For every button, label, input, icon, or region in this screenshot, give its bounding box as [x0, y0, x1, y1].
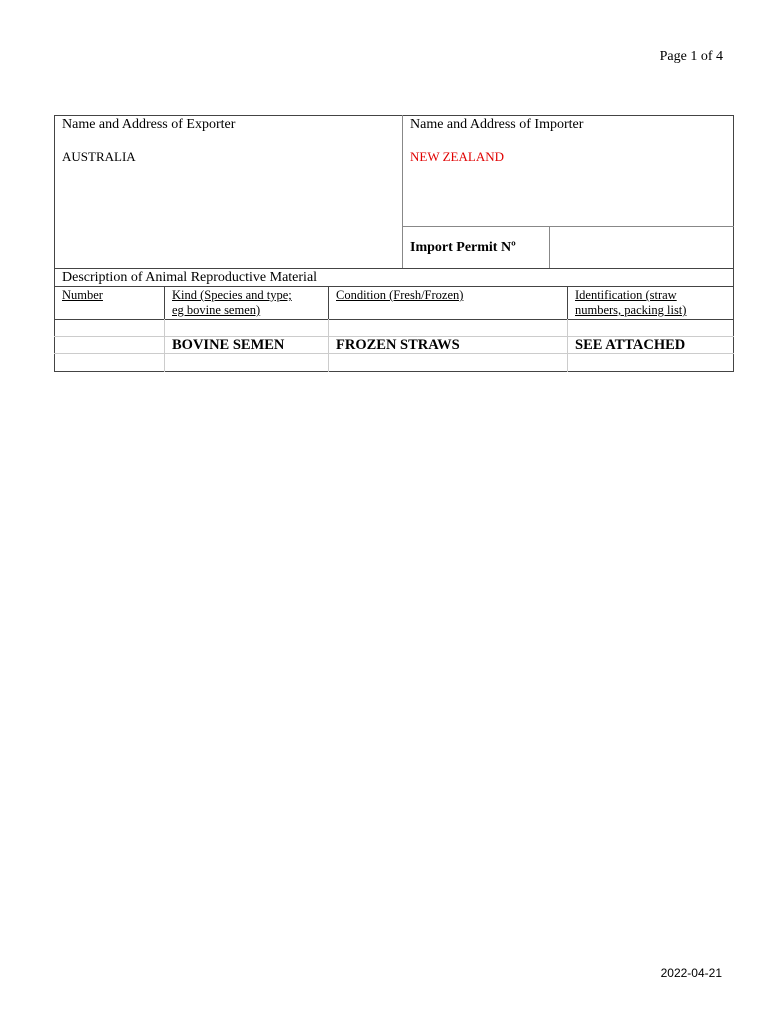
page-number: Page 1 of 4	[659, 49, 723, 64]
footer-date: 2022-04-21	[660, 966, 722, 980]
divider-col-1-rows	[164, 319, 165, 372]
column-header-kind: Kind (Species and type; eg bovine semen)	[172, 288, 292, 317]
importer-label: Name and Address of Importer	[410, 117, 584, 132]
divider-columns-bottom	[54, 319, 734, 320]
divider-permit-top	[402, 226, 734, 227]
row-condition: FROZEN STRAWS	[336, 337, 460, 353]
row-identification: SEE ATTACHED	[575, 337, 686, 353]
importer-value: NEW ZEALAND	[410, 149, 504, 164]
exporter-value: AUSTRALIA	[62, 149, 136, 164]
row-kind: BOVINE SEMEN	[172, 337, 285, 353]
divider-col-3	[567, 286, 568, 319]
column-header-condition: Condition (Fresh/Frozen)	[336, 288, 464, 302]
divider-columns-top	[54, 286, 734, 287]
divider-permit-value	[549, 226, 550, 269]
column-header-number: Number	[62, 288, 103, 302]
divider-col-2	[328, 286, 329, 319]
import-permit-label: Import Permit Nº	[410, 240, 516, 255]
divider-exporter-importer	[402, 115, 403, 269]
divider-description-top	[54, 268, 734, 269]
divider-col-2-rows	[328, 319, 329, 372]
exporter-label: Name and Address of Exporter	[62, 117, 236, 132]
divider-col-1	[164, 286, 165, 319]
divider-col-3-rows	[567, 319, 568, 372]
description-label: Description of Animal Reproductive Material	[62, 270, 318, 285]
column-header-identification: Identification (straw numbers, packing list)	[575, 288, 687, 317]
certificate-form	[54, 115, 734, 372]
